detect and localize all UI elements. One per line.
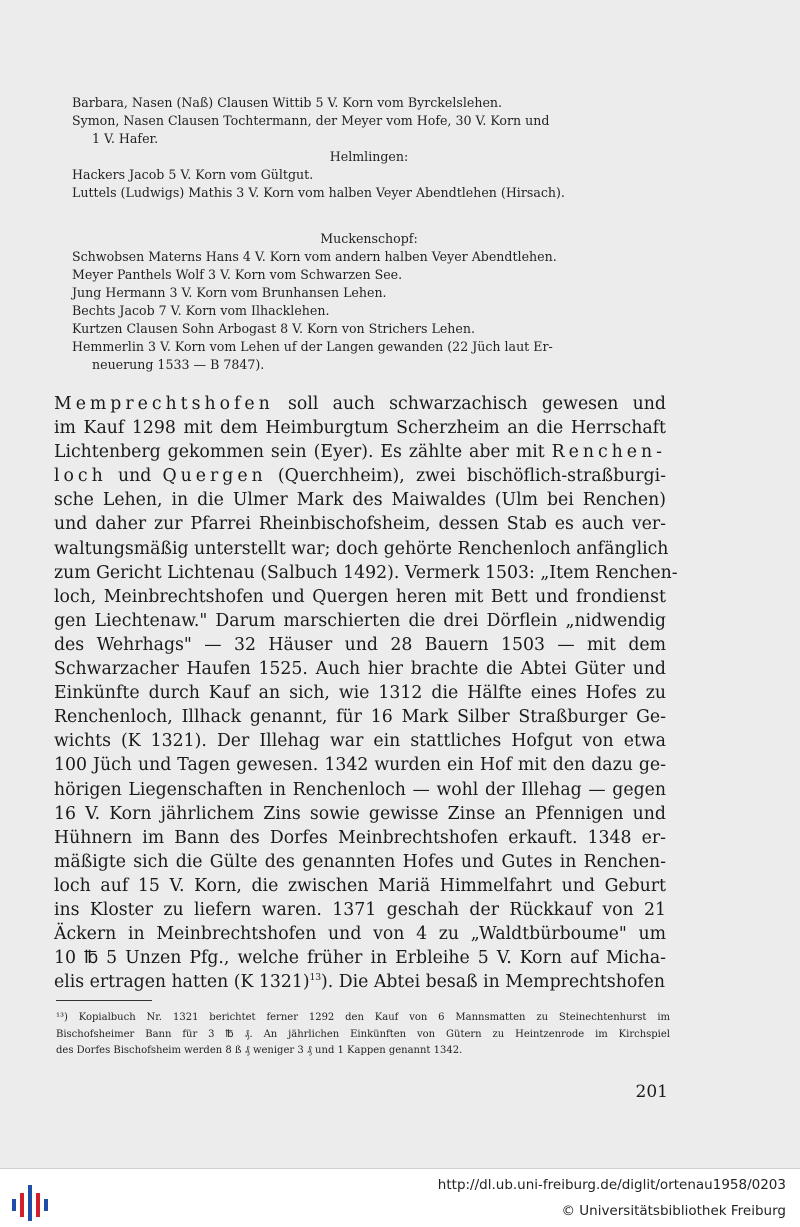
body-text-run: im Kauf 1298 mit dem Heimburgtum Scherzheim an die Herrschaft (54, 418, 666, 439)
body-text-run: Renchenloch, Illhack genannt, für 16 Mark Silber Straßburger Ge- (54, 707, 666, 728)
body-text-run: und daher zur Pfarrei Rheinbischofsheim, dessen Stab es auch ver- (54, 514, 666, 535)
list-line: neuerung 1533 — B 7847). (92, 357, 265, 372)
place-name: Memprechtshofen (54, 394, 274, 414)
body-text-run: soll auch schwarzachisch gewesen und (273, 394, 666, 414)
list-line: Hackers Jacob 5 V. Korn vom Gültgut. (72, 167, 314, 182)
body-text-run: Einkünfte durch Kauf an sich, wie 1312 die Hälfte eines Hofes zu (54, 683, 666, 704)
body-line (54, 440, 666, 464)
body-line (54, 705, 666, 729)
body-line (54, 561, 678, 585)
body-line (54, 681, 666, 705)
body-line (54, 826, 666, 850)
body-text-run: hörigen Liegenschaften in Renchenloch — wohl der Illehag — gegen (54, 779, 666, 800)
body-text-run: zum Gericht Lichtenau (Salbuch 1492). Vermerk 1503: „Item Renchen- (54, 562, 678, 583)
list-line: Barbara, Nasen (Naß) Clausen Wittib 5 V. Korn vom Byrckelslehen. (72, 95, 503, 110)
body-text-run: (Querchheim), zwei bischöflich-straßburgi- (266, 466, 666, 487)
list-block-2 (72, 230, 666, 374)
body-line (54, 850, 666, 874)
body-text-run: loch auf 15 V. Korn, die zwischen Mariä Himmelfahrt und Geburt (54, 875, 666, 896)
place-name: Quergen (162, 466, 267, 487)
body-line (54, 729, 666, 753)
body-line (54, 657, 666, 681)
body-text-run: und (106, 466, 163, 487)
body-text-run: ins Kloster zu liefern waren. 1371 geschah der Rückkauf von 21 (54, 899, 666, 920)
place-name: Renchen- (551, 442, 666, 463)
body-line (54, 512, 666, 536)
body-line (54, 609, 666, 633)
list-line: Meyer Panthels Wolf 3 V. Korn vom Schwarzen See. (72, 267, 403, 282)
library-logo-icon (10, 1179, 50, 1221)
body-line (54, 778, 666, 802)
footnote (56, 1010, 670, 1060)
section-heading-muckenschopf: Muckenschopf: (320, 231, 418, 246)
body-text-run: mäßigte sich die Gülte des genannten Hofes und Gutes in Renchen- (54, 851, 666, 872)
body-text-run: Hühnern im Bann des Dorfes Meinbrechtshofen erkauft. 1348 er- (54, 827, 666, 848)
body-line (54, 898, 666, 922)
section-heading-helmlingen: Helmlingen: (329, 149, 409, 164)
body-text-run: ). Die Abtei besaß in Memprechtshofen (321, 972, 666, 993)
body-line (54, 585, 666, 609)
place-name: loch (54, 466, 107, 487)
body-text-run: Äckern in Meinbrechtshofen und von 4 zu „Waldtbürboume" um (54, 924, 666, 945)
body-text-run: des Wehrhags" — 32 Häuser und 28 Bauern 1503 — mit dem (54, 634, 666, 655)
body-line (54, 970, 666, 994)
body-line (54, 922, 666, 946)
body-text-run: elis ertragen hatten (K 1321) (54, 972, 310, 993)
footer-bar (0, 1168, 800, 1227)
body-text-run: Lichtenberg gekommen sein (Eyer). Es zählte aber mit (54, 442, 552, 463)
footnote-line: des Dorfes Bischofsheim werden 8 ß ₰ weniger 3 ₰ und 1 Kappen genannt 1342. (56, 1045, 463, 1056)
body-text-run: loch, Meinbrechtshofen und Quergen heren mit Bett und frondienst (54, 586, 666, 607)
footnote-marker[interactable]: 13 (309, 973, 322, 984)
list-line: Kurtzen Clausen Sohn Arbogast 8 V. Korn von Strichers Lehen. (72, 321, 475, 336)
body-line (54, 802, 666, 826)
footnote-line: Bischofsheimer Bann für 3 ℔ ₰. An jährlichen Einkünften von Gütern zu Heintzenrode im Kirchspiel (56, 1028, 670, 1040)
list-block-1 (72, 94, 666, 202)
list-line: Bechts Jacob 7 V. Korn vom Ilhacklehen. (72, 303, 330, 318)
footnote-rule (56, 1000, 152, 1001)
body-line (54, 633, 666, 657)
page-number: 201 (635, 1082, 668, 1102)
body-text-run: Schwarzacher Haufen 1525. Auch hier brachte die Abtei Güter und (54, 659, 666, 680)
body-text (54, 392, 678, 994)
list-line: 1 V. Hafer. (92, 131, 159, 146)
body-line (54, 946, 666, 970)
body-line (54, 416, 666, 440)
copyright-text: © Universitätsbibliothek Freiburg (561, 1203, 786, 1219)
list-line: Jung Hermann 3 V. Korn vom Brunhansen Lehen. (72, 285, 387, 300)
body-text-run: sche Lehen, in die Ulmer Mark des Maiwaldes (Ulm bei Renchen) (54, 490, 666, 511)
body-text-run: 16 V. Korn jährlichem Zins sowie gewisse Zinse an Pfennigen und (54, 803, 666, 824)
list-line: Luttels (Ludwigs) Mathis 3 V. Korn vom halben Veyer Abendtlehen (Hirsach). (72, 185, 565, 200)
body-text-run: wichts (K 1321). Der Illehag war ein stattliches Hofgut von etwa (54, 731, 666, 752)
body-line (54, 464, 666, 488)
body-text-run: waltungsmäßig unterstellt war; doch gehörte Renchenloch anfänglich (54, 538, 669, 559)
body-text-run: gen Liechtenaw." Darum marschierten die drei Dörflein „nidwendig (54, 610, 666, 631)
body-line (54, 537, 669, 561)
list-line: Symon, Nasen Clausen Tochtermann, der Meyer vom Hofe, 30 V. Korn und (72, 113, 550, 128)
body-line (54, 488, 666, 512)
source-url-link[interactable]: http://dl.ub.uni-freiburg.de/diglit/ortenau1958/0203 (437, 1177, 786, 1193)
body-line (54, 874, 666, 898)
body-line (54, 392, 666, 416)
list-line: Hemmerlin 3 V. Korn vom Lehen uf der Langen gewanden (22 Jüch laut Er- (72, 339, 553, 354)
body-text-run: 100 Jüch und Tagen gewesen. 1342 wurden ein Hof mit den dazu ge- (54, 755, 666, 776)
body-line (54, 753, 666, 777)
footnote-line: ¹³) Kopialbuch Nr. 1321 berichtet ferner 1292 den Kauf von 6 Mannsmatten zu Steinechtenhurst im (56, 1012, 670, 1023)
list-line: Schwobsen Materns Hans 4 V. Korn vom andern halben Veyer Abendtlehen. (72, 249, 557, 264)
body-text-run: 10 ℔ 5 Unzen Pfg., welche früher in Erbleihe 5 V. Korn auf Micha- (54, 948, 666, 969)
